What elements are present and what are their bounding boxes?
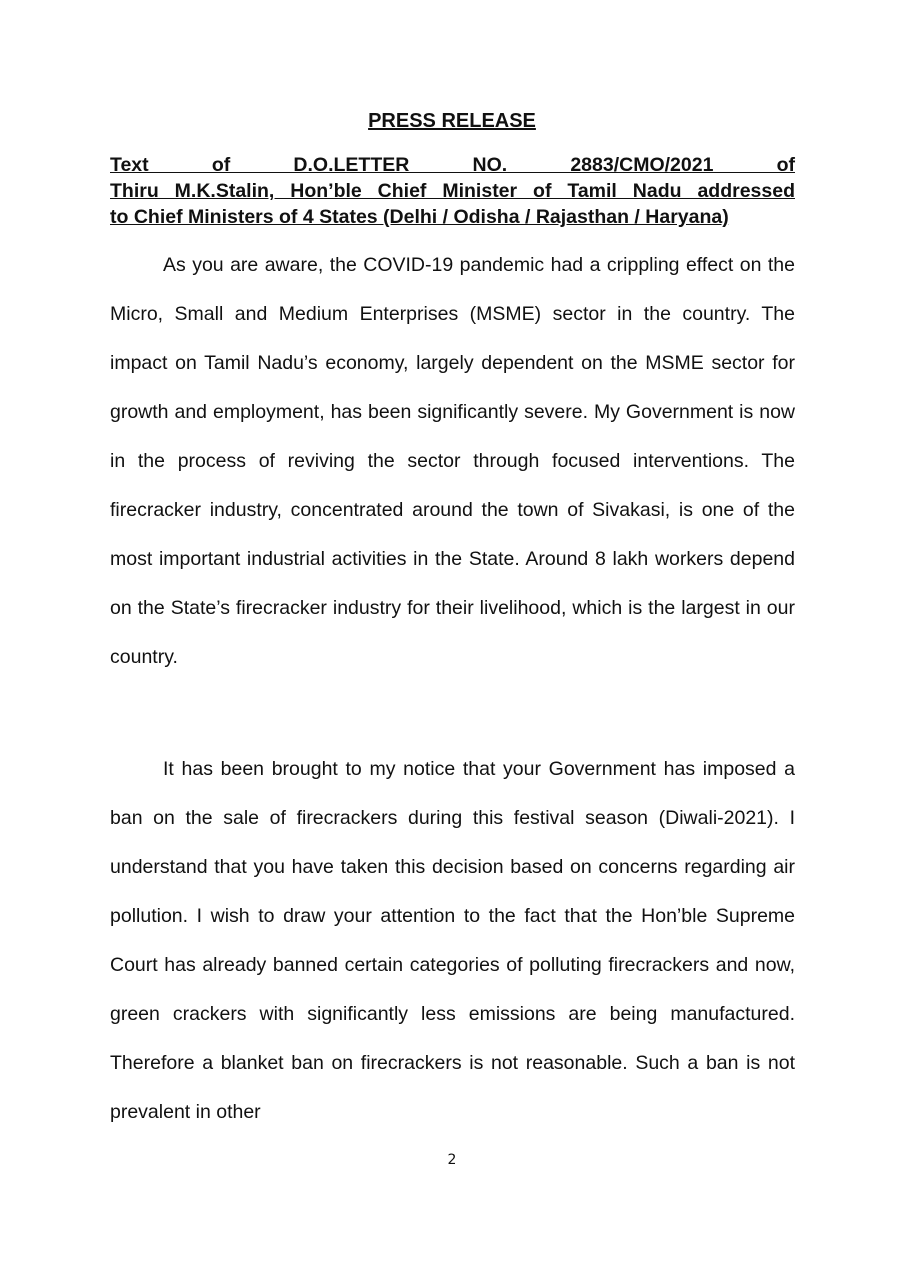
body-paragraph: It has been brought to my notice that your Government has imposed a ban on the sale of firecrackers during this festival season (Diwali-2021). I understand that you have taken this decision based on concerns regarding air pollution. I wish to draw your attention to the fact that the Hon’ble Supreme Court has already banned certain categories of polluting firecrackers and now, green crackers with significantly less emissions are being manufactured. Therefore a blanket ban on firecrackers is not reasonable. Such a ban is not prevalent in other	[110, 758, 795, 1123]
subject-line: Thiru M.K.Stalin, Hon’ble Chief Minister of Tamil Nadu addressed	[110, 180, 795, 202]
body-paragraph: As you are aware, the COVID-19 pandemic had a crippling effect on the Micro, Small and Medium Enterprises (MSME) sector in the country. The impact on Tamil Nadu’s economy, largely dependent on the MSME sector for growth and employment, has been significantly severe. My Government is now in the process of reviving the sector through focused interventions. The firecracker industry, concentrated around the town of Sivakasi, is one of the most important industrial activities in the State. Around 8 lakh workers depend on the State’s firecracker industry for their livelihood, which is the largest in our country.	[110, 254, 795, 668]
subject-line: Text of D.O.LETTER NO. 2883/CMO/2021 of	[110, 154, 795, 176]
page-heading: PRESS RELEASE	[368, 110, 536, 132]
page-number: 2	[447, 1152, 457, 1168]
subject-line: to Chief Ministers of 4 States (Delhi / Odisha / Rajasthan / Haryana)	[110, 206, 729, 228]
letter-subject	[110, 152, 795, 230]
